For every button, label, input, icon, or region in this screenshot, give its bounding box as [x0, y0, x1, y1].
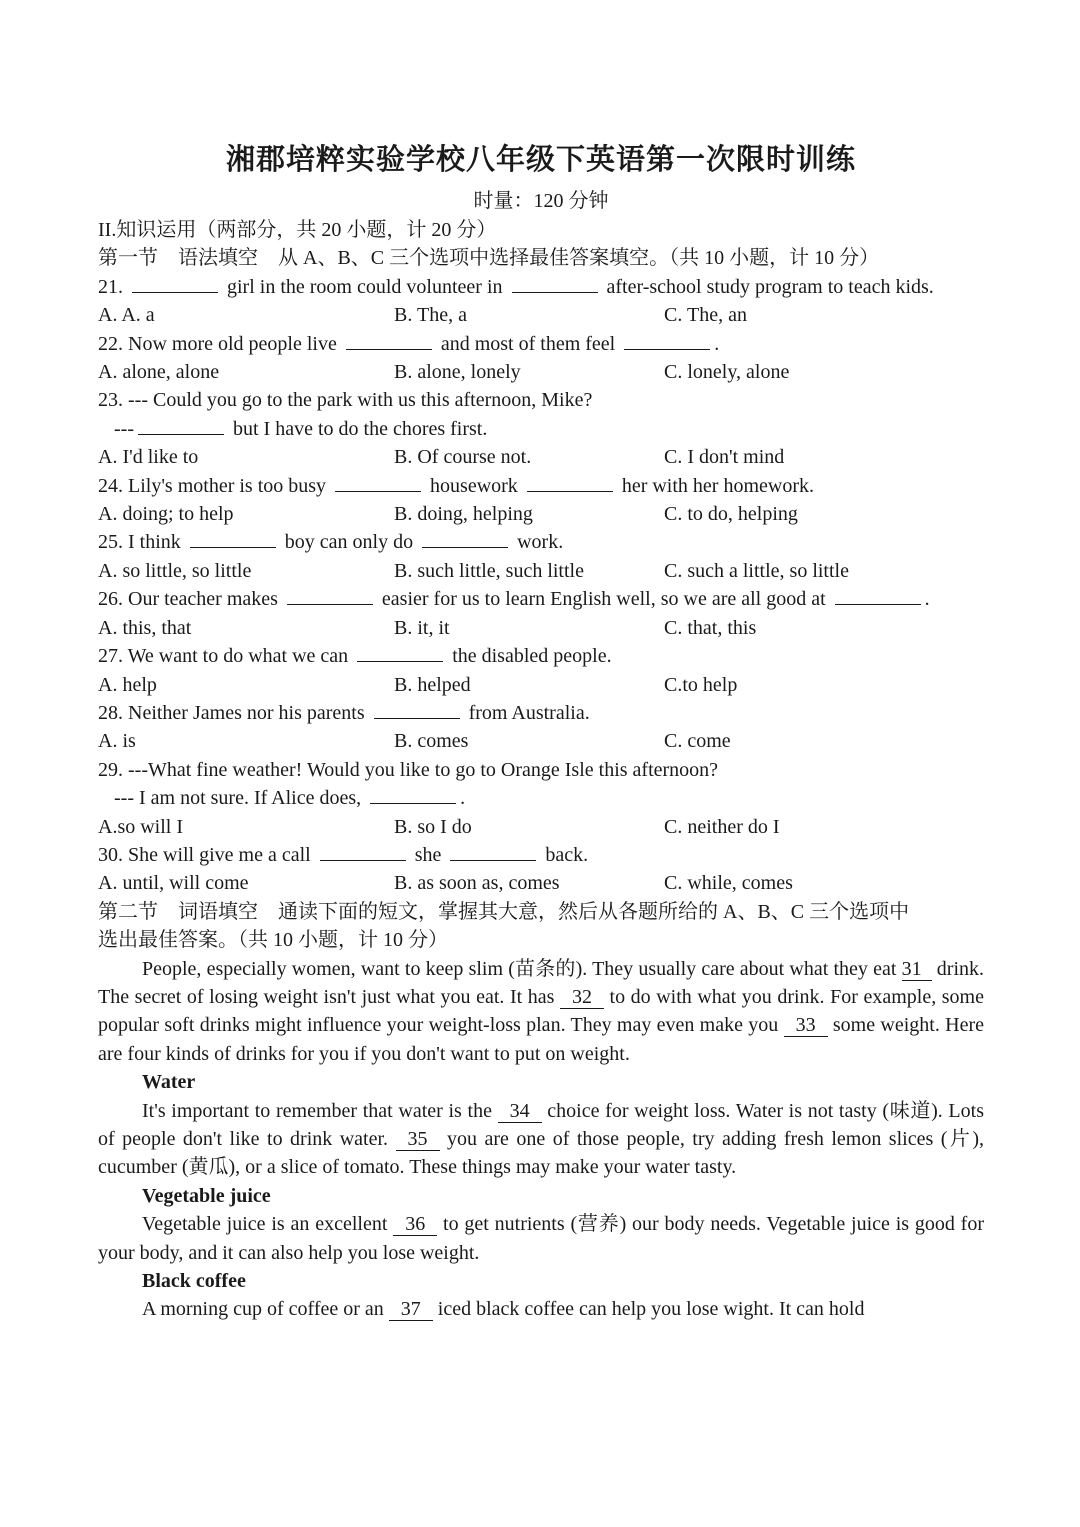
option-b: B. doing, helping	[394, 503, 533, 526]
question-29	[98, 756, 984, 841]
answer-blank	[527, 473, 613, 492]
answer-blank	[370, 785, 456, 804]
question-stem: 30. She will give me a call she back.	[98, 843, 589, 866]
answer-blank	[132, 274, 218, 293]
option-a: A. so little, so little	[98, 559, 252, 582]
option-a: A. help	[98, 673, 157, 696]
answer-blank	[138, 416, 224, 435]
option-c: C. neither do I	[664, 815, 780, 838]
answer-blank	[320, 842, 406, 861]
question-23	[98, 386, 984, 471]
options-row	[98, 500, 984, 528]
exam-title: 湘郡培粹实验学校八年级下英语第一次限时训练	[225, 144, 856, 176]
option-b: B. as soon as, comes	[394, 872, 560, 895]
option-b: B. alone, lonely	[394, 361, 521, 384]
question-27	[98, 642, 984, 699]
question-28	[98, 699, 984, 756]
question-stem: 21. girl in the room could volunteer in after-school study program to teach kids.	[98, 275, 934, 298]
answer-blank	[287, 586, 373, 605]
answer-blank	[374, 700, 460, 719]
vegetable-juice-heading: Vegetable juice	[142, 1184, 271, 1207]
question-22	[98, 330, 984, 387]
option-c: C. to do, helping	[664, 503, 798, 526]
options-row	[98, 671, 984, 699]
option-b: B. such little, such little	[394, 559, 584, 582]
answer-blank	[422, 529, 508, 548]
question-stem: 28. Neither James nor his parents from Australia.	[98, 701, 590, 724]
answer-blank	[346, 331, 432, 350]
passage-intro: People, especially women, want to keep slim (苗条的). They usually care about what they eat 31 drink. The secret of losing weight isn't just what you eat. It has 32 to do with what you drink. For example, some popular soft drinks might influence your weight-loss plan. They may even make you 33 some weight. Here are four kinds of drinks for you if you don't want to put on weight.	[98, 957, 984, 1065]
part-heading: II.知识运用（两部分，共 20 小题，计 20 分）	[98, 219, 497, 241]
exam-page	[98, 138, 984, 1324]
question-25	[98, 528, 984, 585]
options-row	[98, 813, 984, 841]
water-heading: Water	[142, 1071, 196, 1094]
section1-heading: 第一节 语法填空 从 A、B、C 三个选项中选择最佳答案填空。（共 10 小题，计 10 分）	[98, 247, 880, 270]
blank-31: 31	[902, 958, 932, 981]
black-coffee-heading: Black coffee	[142, 1270, 246, 1293]
question-30	[98, 841, 984, 898]
black-coffee-paragraph: A morning cup of coffee or an 37 iced black coffee can help you lose wight. It can hold	[142, 1298, 865, 1321]
question-stem-line2: --- but I have to do the chores first.	[114, 417, 488, 440]
answer-blank	[450, 842, 536, 861]
question-stem: 27. We want to do what we can the disabled people.	[98, 645, 612, 668]
option-c: C. lonely, alone	[664, 361, 790, 384]
option-a: A.so will I	[98, 815, 183, 838]
option-a: A. is	[98, 730, 136, 753]
option-b: B. so I do	[394, 815, 472, 838]
question-24	[98, 472, 984, 529]
exam-duration: 时量：120 分钟	[473, 190, 609, 212]
question-stem: 22. Now more old people live and most of them feel .	[98, 332, 720, 355]
answer-blank	[190, 529, 276, 548]
options-row	[98, 358, 984, 386]
option-b: B. helped	[394, 673, 471, 696]
question-26	[98, 585, 984, 642]
answer-blank	[512, 274, 598, 293]
option-c: C. that, this	[664, 616, 757, 639]
option-c: C. I don't mind	[664, 446, 785, 469]
question-stem: 29. ---What fine weather! Would you like to go to Orange Isle this afternoon?	[98, 758, 719, 781]
section2-heading: 第二节 词语填空 通读下面的短文，掌握其大意，然后从各题所给的 A、B、C 三个选项中	[98, 900, 910, 923]
blank-32: 32	[560, 986, 604, 1009]
section2-heading-cont: 选出最佳答案。（共 10 小题，计 10 分）	[98, 929, 448, 952]
blank-37: 37	[389, 1298, 433, 1321]
question-stem-line2: --- I am not sure. If Alice does, .	[114, 787, 466, 810]
option-c: C. such a little, so little	[664, 559, 849, 582]
option-a: A. doing; to help	[98, 503, 234, 526]
options-row	[98, 869, 984, 897]
blank-34: 34	[498, 1100, 542, 1123]
blank-35: 35	[396, 1128, 440, 1151]
option-b: B. Of course not.	[394, 446, 532, 469]
option-c: C.to help	[664, 673, 738, 696]
blank-36: 36	[393, 1213, 437, 1236]
options-row	[98, 301, 984, 329]
option-a: A. alone, alone	[98, 361, 220, 384]
vegetable-juice-paragraph: Vegetable juice is an excellent 36 to get nutrients (营养) our body needs. Vegetable juice is good for your body, and it can also help you lose weight.	[98, 1213, 984, 1264]
answer-blank	[357, 643, 443, 662]
options-row	[98, 614, 984, 642]
options-row	[98, 443, 984, 471]
option-a: A. I'd like to	[98, 446, 199, 469]
options-row	[98, 557, 984, 585]
option-b: B. comes	[394, 730, 469, 753]
option-a: A. this, that	[98, 616, 192, 639]
question-21	[98, 273, 984, 330]
answer-blank	[624, 331, 710, 350]
blank-33: 33	[784, 1014, 828, 1037]
option-b: B. The, a	[394, 304, 467, 327]
options-row	[98, 727, 984, 755]
answer-blank	[335, 473, 421, 492]
question-stem: 25. I think boy can only do work.	[98, 531, 564, 554]
question-stem: 24. Lily's mother is too busy housework her with her homework.	[98, 474, 814, 497]
option-c: C. while, comes	[664, 872, 793, 895]
option-c: C. The, an	[664, 304, 747, 327]
question-stem: 26. Our teacher makes easier for us to learn English well, so we are all good at .	[98, 588, 930, 611]
question-stem: 23. --- Could you go to the park with us this afternoon, Mike?	[98, 389, 593, 412]
answer-blank	[835, 586, 921, 605]
option-a: A. A. a	[98, 304, 155, 327]
water-paragraph: It's important to remember that water is the 34 choice for weight loss. Water is not tasty (味道). Lots of people don't like to drink water. 35 you are one of those people, try adding fresh lemon slices (片), cucumber (黄瓜), or a slice of tomato. These things may make your water tasty.	[98, 1099, 984, 1179]
option-b: B. it, it	[394, 616, 450, 639]
option-a: A. until, will come	[98, 872, 249, 895]
option-c: C. come	[664, 730, 731, 753]
